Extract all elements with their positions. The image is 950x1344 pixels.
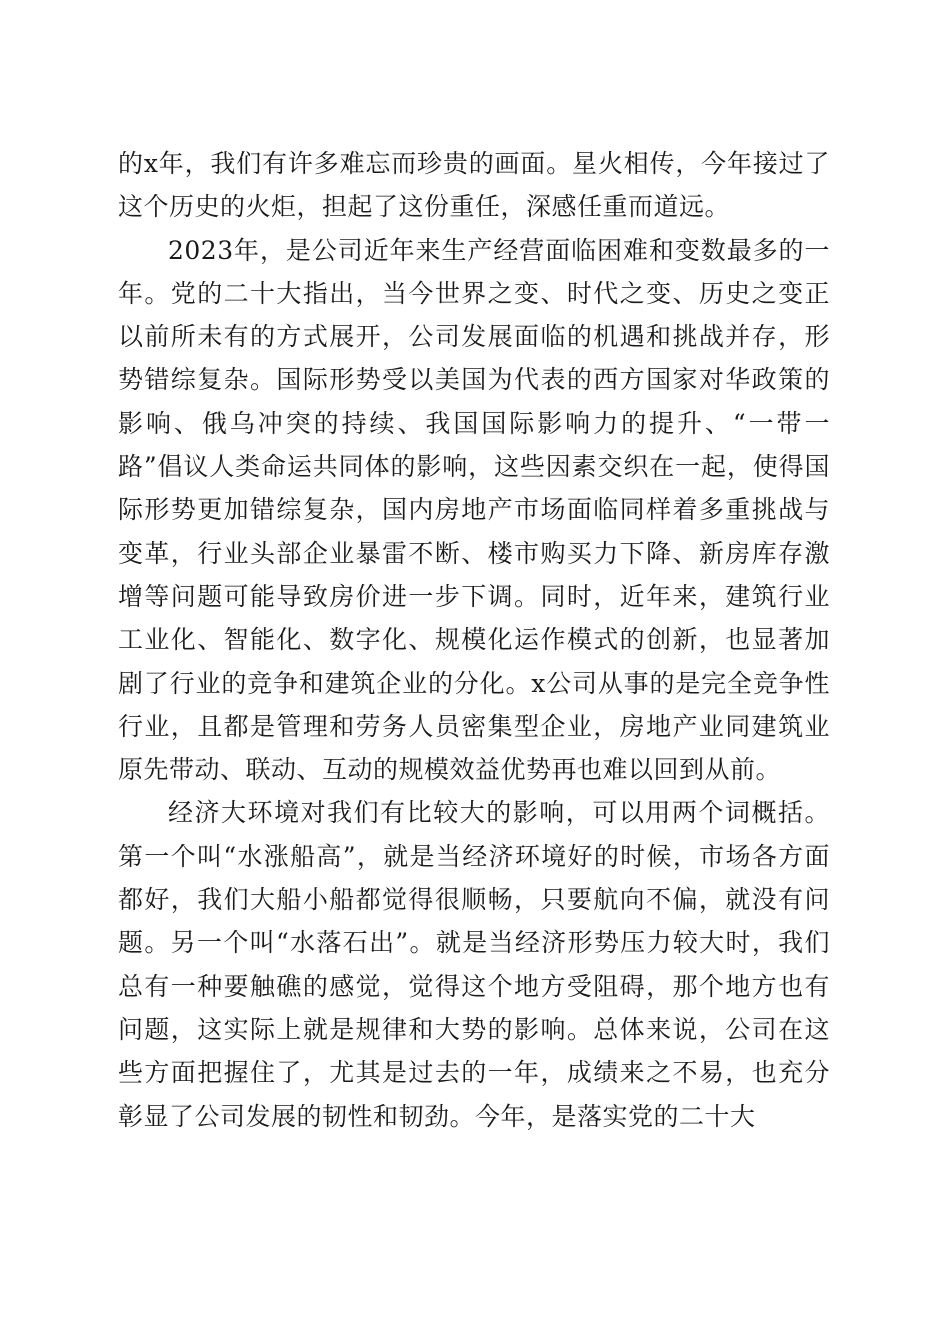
document-body <box>118 142 830 1138</box>
paragraph-1: 的x年，我们有许多难忘而珍贵的画面。星火相传，今年接过了这个历史的火炬，担起了这份重任，深感任重而道远。 <box>118 149 830 222</box>
paragraph-3: 经济大环境对我们有比较大的影响，可以用两个词概括。第一个叫“水涨船高”，就是当经济环境好的时候，市场各方面都好，我们大船小船都觉得很顺畅，只要航向不偏，就没有问题。另一个叫“水落石出”。就是当经济形势压力较大时，我们总有一种要触礁的感觉，觉得这个地方受阻碍，那个地方也有问题，这实际上就是规律和大势的影响。总体来说，公司在这些方面把握住了，尤其是过去的一年，成绩来之不易，也充分彰显了公司发展的韧性和韧劲。今年，是落实党的二十大 <box>118 798 830 1131</box>
paragraph-2: 2023年，是公司近年来生产经营面临困难和变数最多的一年。党的二十大指出，当今世界之变、时代之变、历史之变正以前所未有的方式展开，公司发展面临的机遇和挑战并存，形势错综复杂。国际形势受以美国为代表的西方国家对华政策的影响、俄乌冲突的持续、我国国际影响力的提升、“一带一路”倡议人类命运共同体的影响，这些因素交织在一起，使得国际形势更加错综复杂，国内房地产市场面临同样着多重挑战与变革，行业头部企业暴雷不断、楼市购买力下降、新房库存激增等问题可能导致房价进一步下调。同时，近年来，建筑行业工业化、智能化、数字化、规模化运作模式的创新，也显著加剧了行业的竞争和建筑企业的分化。x公司从事的是完全竞争性行业，且都是管理和劳务人员密集型企业，房地产业同建筑业原先带动、联动、互动的规模效益优势再也难以回到从前。 <box>118 235 830 785</box>
